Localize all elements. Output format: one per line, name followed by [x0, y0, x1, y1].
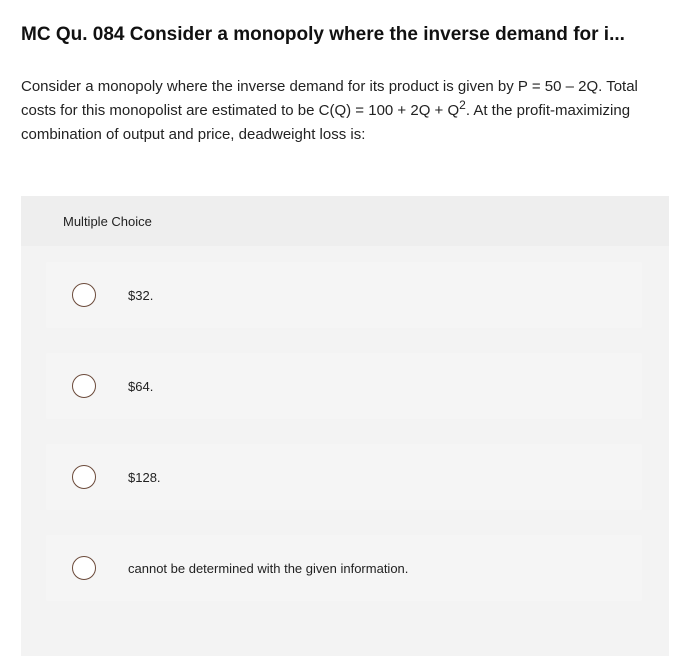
multiple-choice-header: Multiple Choice — [21, 196, 669, 246]
choice-label: $64. — [128, 378, 154, 394]
choice-label: $32. — [128, 287, 154, 303]
choice-label: $128. — [128, 469, 161, 485]
multiple-choice-panel — [21, 196, 669, 656]
question-superscript: 2 — [459, 98, 466, 112]
choice-option-3[interactable] — [46, 444, 642, 510]
question-text — [21, 75, 661, 147]
question-text-part2: . At the profit-maximizing combination of output and price, deadweight loss is: — [21, 102, 631, 143]
question-text-part1: Consider a monopoly where the inverse demand for its product is given by P = 50 – 2Q. Total costs for this monopolist are estimated to be C(Q) = 100 + 2Q + Q — [21, 78, 638, 119]
choice-option-4[interactable] — [46, 535, 642, 601]
question-title: MC Qu. 084 Consider a monopoly where the inverse demand for i... — [21, 24, 625, 45]
choice-option-2[interactable] — [46, 353, 642, 419]
choice-option-1[interactable] — [46, 262, 642, 328]
radio-button-icon[interactable] — [72, 465, 96, 489]
choice-label: cannot be determined with the given information. — [128, 560, 409, 576]
radio-button-icon[interactable] — [72, 283, 96, 307]
radio-button-icon[interactable] — [72, 374, 96, 398]
radio-button-icon[interactable] — [72, 556, 96, 580]
